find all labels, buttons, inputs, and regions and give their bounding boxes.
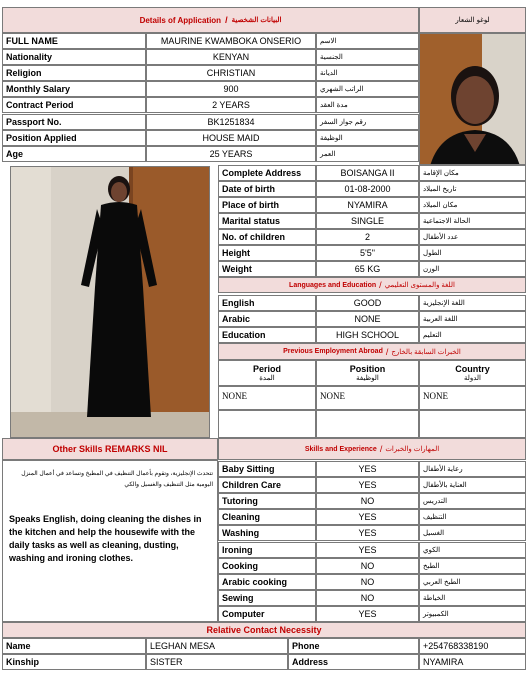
skill-label-ar: الكمبيوتر [419, 606, 526, 622]
skill-label-ar: التدريس [419, 493, 526, 509]
contact-name-value: LEGHAN MESA [146, 638, 288, 654]
languages-title-ar: اللغة والمستوى التعليمي [384, 282, 455, 289]
language-label-ar: التعليم [419, 327, 526, 343]
personal-label: Contract Period [2, 97, 146, 113]
skill-label: Washing [218, 525, 316, 541]
language-value: NONE [316, 311, 419, 327]
personal-label-ar: العمر [316, 146, 419, 162]
skill-label-ar: الغسيل [419, 525, 526, 541]
employment-header-label: Position [349, 364, 386, 374]
detail-value: 2 [316, 229, 419, 245]
other-skills-text: Speaks English, doing cleaning the dishes in the kitchen and help the housewife with the daily tasks as well as cleaning, dusting, washing and ironing clothes. [9, 514, 202, 563]
skill-label: Cooking [218, 558, 316, 574]
skill-value: YES [316, 461, 419, 477]
detail-label-ar: عدد الأطفال [419, 229, 526, 245]
contact-phone-value: +254768338190 [419, 638, 526, 654]
skill-label-ar: الطبخ العربي [419, 574, 526, 590]
header-title: Details of Application [139, 15, 222, 25]
employment-value: NONE [218, 386, 316, 410]
employment-header-label: Period [252, 364, 281, 374]
employment-title: Previous Employment Abroad [283, 348, 383, 355]
skill-label: Cleaning [218, 509, 316, 525]
skills-title-ar: المهارات والخبرات [385, 446, 440, 453]
personal-label: Nationality [2, 49, 146, 65]
personal-value: 900 [146, 81, 316, 97]
contact-kinship-value: SISTER [146, 654, 288, 670]
language-label-ar: اللغة العربية [419, 311, 526, 327]
personal-value: BK1251834 [146, 114, 316, 130]
contact-kinship-label: Kinship [2, 654, 146, 670]
personal-label: Passport No. [2, 114, 146, 130]
skill-label: Baby Sitting [218, 461, 316, 477]
contact-title: Relative Contact Necessity [206, 625, 322, 635]
detail-value: 01-08-2000 [316, 181, 419, 197]
contact-phone-label: Phone [288, 638, 419, 654]
detail-label: Height [218, 245, 316, 261]
detail-label: No. of children [218, 229, 316, 245]
employment-header-cell [419, 360, 526, 386]
detail-label-ar: الوزن [419, 261, 526, 277]
employment-value: NONE [316, 386, 419, 410]
languages-title: Languages and Education [289, 281, 377, 289]
personal-label: Position Applied [2, 130, 146, 146]
other-skills-title: Other Skills REMARKS NIL [52, 444, 168, 454]
detail-label-ar: مكان الإقامة [419, 165, 526, 181]
skills-header [218, 438, 526, 460]
language-value: HIGH SCHOOL [316, 327, 419, 343]
skill-value: NO [316, 558, 419, 574]
personal-label-ar: الوظيفة [316, 130, 419, 146]
detail-label-ar: مكان الميلاد [419, 197, 526, 213]
personal-value: KENYAN [146, 49, 316, 65]
detail-label: Complete Address [218, 165, 316, 181]
skill-value: YES [316, 542, 419, 558]
skill-value: YES [316, 509, 419, 525]
employment-header-cell [316, 360, 419, 386]
skill-label: Arabic cooking [218, 574, 316, 590]
employment-title-ar: الخبرات السابقة بالخارج [391, 348, 461, 356]
header-separator: / [225, 15, 228, 25]
employment-empty-cell [419, 410, 526, 438]
header-title-ar: البيانات الشخصية [231, 17, 282, 24]
skill-label: Tutoring [218, 493, 316, 509]
language-label: Arabic [218, 311, 316, 327]
employment-header-label: Country [455, 364, 490, 374]
personal-value: HOUSE MAID [146, 130, 316, 146]
employment-empty-cell [316, 410, 419, 438]
skill-value: NO [316, 590, 419, 606]
employment-empty-cell [218, 410, 316, 438]
detail-label-ar: الحالة الاجتماعية [419, 213, 526, 229]
language-value: GOOD [316, 295, 419, 311]
contact-address-label: Address [288, 654, 419, 670]
employment-header-label-ar: الوظيفة [356, 375, 379, 382]
application-header [2, 7, 419, 33]
languages-header [218, 277, 526, 293]
skill-label: Computer [218, 606, 316, 622]
header-logo-ar: لوغو الشعار [455, 17, 490, 24]
personal-label-ar: الديانة [316, 65, 419, 81]
skill-label: Children Care [218, 477, 316, 493]
personal-label: Religion [2, 65, 146, 81]
detail-value: SINGLE [316, 213, 419, 229]
skill-label: Ironing [218, 542, 316, 558]
full-body-image [11, 167, 210, 438]
employment-header [218, 343, 526, 360]
detail-label: Weight [218, 261, 316, 277]
personal-value: 25 YEARS [146, 146, 316, 162]
skill-value: NO [316, 574, 419, 590]
personal-label: FULL NAME [2, 33, 146, 49]
contact-header [2, 622, 526, 638]
detail-label: Place of birth [218, 197, 316, 213]
skill-value: YES [316, 606, 419, 622]
personal-label-ar: رقم جواز السفر [316, 114, 419, 130]
skills-title: Skills and Experience [304, 445, 377, 453]
skill-label: Sewing [218, 590, 316, 606]
skill-label-ar: رعاية الأطفال [419, 461, 526, 477]
detail-label: Date of birth [218, 181, 316, 197]
skill-value: NO [316, 493, 419, 509]
other-skills-ar: تتحدث الإنجليزية، وتقوم بأعمال التنظيف في المطبخ وتساعد في أعمال المنزل اليومية مثل التنظيف والغسيل والكي [21, 471, 213, 488]
skill-value: YES [316, 477, 419, 493]
personal-label: Age [2, 146, 146, 162]
personal-value: MAURINE KWAMBOKA ONSERIO [146, 33, 316, 49]
detail-label-ar: تاريخ الميلاد [419, 181, 526, 197]
other-skills-box [2, 460, 218, 622]
personal-label-ar: الراتب الشهري [316, 81, 419, 97]
detail-label-ar: الطول [419, 245, 526, 261]
employment-value: NONE [419, 386, 526, 410]
detail-value: 65 KG [316, 261, 419, 277]
detail-value: NYAMIRA [316, 197, 419, 213]
full-body-photo [10, 166, 210, 438]
other-skills-header [2, 438, 218, 460]
skill-label-ar: الخياطة [419, 590, 526, 606]
skill-label-ar: العناية بالأطفال [419, 477, 526, 493]
employment-header-label-ar: الدولة [463, 375, 482, 382]
language-label: English [218, 295, 316, 311]
skill-value: YES [316, 525, 419, 541]
portrait-photo [419, 33, 526, 165]
personal-label-ar: الجنسية [316, 49, 419, 65]
employment-header-cell [218, 360, 316, 386]
skill-label-ar: الكوي [419, 542, 526, 558]
language-label: Education [218, 327, 316, 343]
personal-value: 2 YEARS [146, 97, 316, 113]
employment-separator: / [385, 346, 389, 357]
personal-value: CHRISTIAN [146, 65, 316, 81]
detail-value: BOISANGA II [316, 165, 419, 181]
skill-label-ar: التنظيف [419, 509, 526, 525]
contact-name-label: Name [2, 638, 146, 654]
skill-label-ar: الطبخ [419, 558, 526, 574]
header-logo-cell [419, 7, 526, 33]
detail-label: Marital status [218, 213, 316, 229]
skills-separator: / [379, 444, 383, 454]
personal-label-ar: الاسم [316, 33, 419, 49]
portrait-image [420, 34, 526, 165]
personal-label: Monthly Salary [2, 81, 146, 97]
language-label-ar: اللغة الإنجليزية [419, 295, 526, 311]
languages-separator: / [379, 280, 382, 290]
personal-label-ar: مدة العقد [316, 97, 419, 113]
contact-address-value: NYAMIRA [419, 654, 526, 670]
detail-value: 5'5" [316, 245, 419, 261]
employment-header-label-ar: المدة [259, 375, 275, 382]
